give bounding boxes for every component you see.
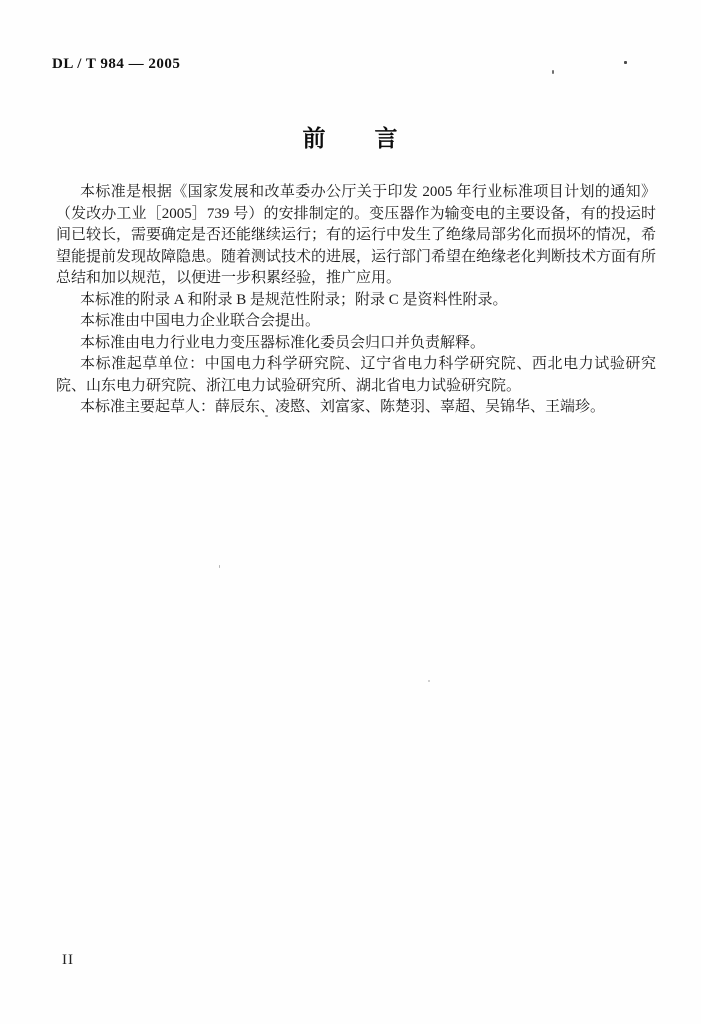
foreword-paragraph-4: 本标准由电力行业电力变压器标准化委员会归口并负责解释。 [80,334,486,351]
scan-speck [219,565,220,568]
standard-number: DL / T 984 — 2005 [52,56,181,72]
foreword-body [56,182,656,419]
scan-speck [624,61,627,64]
scan-speck [265,415,268,417]
foreword-paragraph-6: 本标准主要起草人：薛辰东、凌愍、刘富家、陈楚羽、辜超、吴锦华、王端珍。 [80,399,606,415]
foreword-paragraph-3: 本标准由中国电力企业联合会提出。 [80,313,321,329]
foreword-paragraph-2: 本标准的附录 A 和附录 B 是规范性附录；附录 C 是资料性附录。 [80,291,508,308]
foreword-title: 前 言 [302,126,399,151]
scan-speck [552,70,554,74]
foreword-paragraph-5: 本标准起草单位：中国电力科学研究院、辽宁省电力科学研究院、西北电力试验研究院、山东电力研究院、浙江电力试验研究所、湖北省电力试验研究院。 [56,356,656,394]
scan-speck [428,680,430,682]
foreword-paragraph-1: 本标准是根据《国家发展和改革委办公厅关于印发 2005 年行业标准项目计划的通知》（发改办工业［2005］739 号）的安排制定的。变压器作为输变电的主要设备，有的投运时间已较长，需要确定是否还能继续运行；有的运行中发生了绝缘局部劣化而损坏的情况，希望能提前发现故障隐患。随着测试技术的进展，运行部门希望在绝缘老化判断技术方面有所总结和加以规范，以便进一步积累经验，推广应用。 [56,184,657,286]
page-number: II [62,952,74,968]
